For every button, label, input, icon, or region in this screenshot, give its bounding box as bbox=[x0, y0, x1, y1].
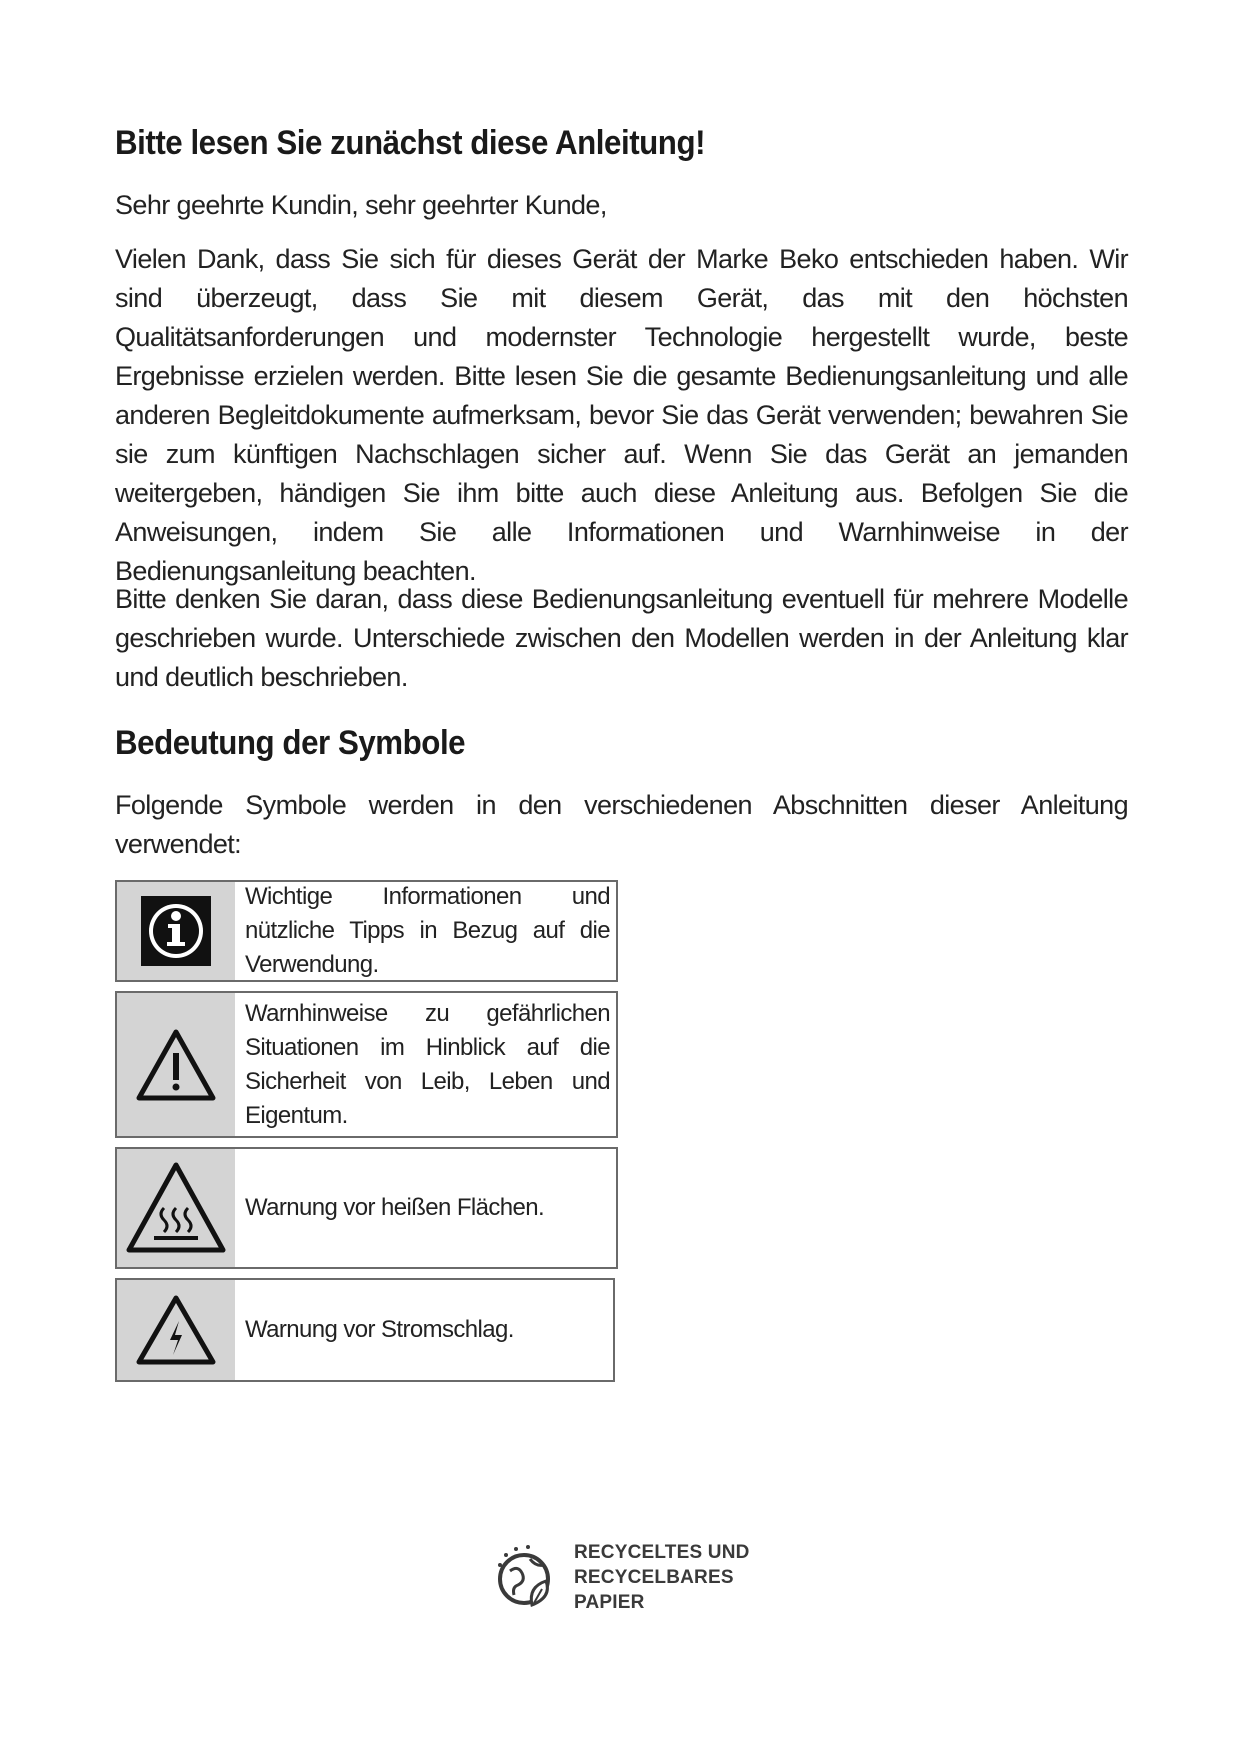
warning-icon bbox=[117, 993, 235, 1136]
info-icon bbox=[117, 882, 235, 980]
symbols-intro: Folgende Symbole werden in den verschiedenen Abschnitten dieser Anleitung verwendet: bbox=[115, 790, 1128, 859]
symbol-text-hot-surface: Warnung vor heißen Flächen. bbox=[245, 1194, 545, 1221]
symbol-text-warning: Warnhinweise zu gefährlichen Situationen im Hinblick auf die Sicherheit von Leib, Leben und Eigentum. bbox=[245, 999, 610, 1129]
symbol-row-warning bbox=[115, 991, 618, 1138]
symbol-text-electric-shock: Warnung vor Stromschlag. bbox=[245, 1316, 514, 1343]
recycled-globe-leaf-icon bbox=[492, 1543, 562, 1613]
electric-shock-icon bbox=[117, 1280, 235, 1380]
hot-surface-icon bbox=[117, 1149, 235, 1267]
page-title: Bitte lesen Sie zunächst diese Anleitung! bbox=[115, 124, 706, 162]
symbol-row-info bbox=[115, 880, 618, 982]
recycled-paper-label: RECYCELTES UND RECYCELBARES PAPIER bbox=[574, 1542, 750, 1613]
intro-paragraph: Vielen Dank, dass Sie sich für dieses Gerät der Marke Beko entschieden haben. Wir sind überzeugt, dass Sie mit diesem Gerät, das mit den höchsten Qualitätsanforderungen und modernster Technologie hergestellt wurde, beste Ergebnisse erzielen werden. Bitte lesen Sie die gesamte Bedienungsanleitung und alle anderen Begleitdokumente aufmerksam, bevor Sie das Gerät verwenden; bewahren Sie sie zum künftigen Nachschlagen sicher auf. Wenn Sie das Gerät an jemanden weitergeben, händigen Sie ihm bitte auch diese Anleitung aus. Befolgen Sie die Anweisungen, indem Sie alle Informationen und Warnhinweise in der Bedienungsanleitung beachten. bbox=[115, 244, 1128, 586]
greeting: Sehr geehrte Kundin, sehr geehrter Kunde, bbox=[115, 190, 607, 220]
symbol-row-electric-shock bbox=[115, 1278, 615, 1382]
recycled-paper-badge bbox=[492, 1540, 750, 1615]
symbol-row-hot-surface bbox=[115, 1147, 618, 1269]
models-paragraph: Bitte denken Sie daran, dass diese Bedienungsanleitung eventuell für mehrere Modelle geschrieben wurde. Unterschiede zwischen den Modellen werden in der Anleitung klar und deutlich beschrieben. bbox=[115, 584, 1128, 692]
symbols-heading: Bedeutung der Symbole bbox=[115, 724, 466, 762]
symbol-text-info: Wichtige Informationen und nützliche Tipps in Bezug auf die Verwendung. bbox=[245, 883, 610, 978]
